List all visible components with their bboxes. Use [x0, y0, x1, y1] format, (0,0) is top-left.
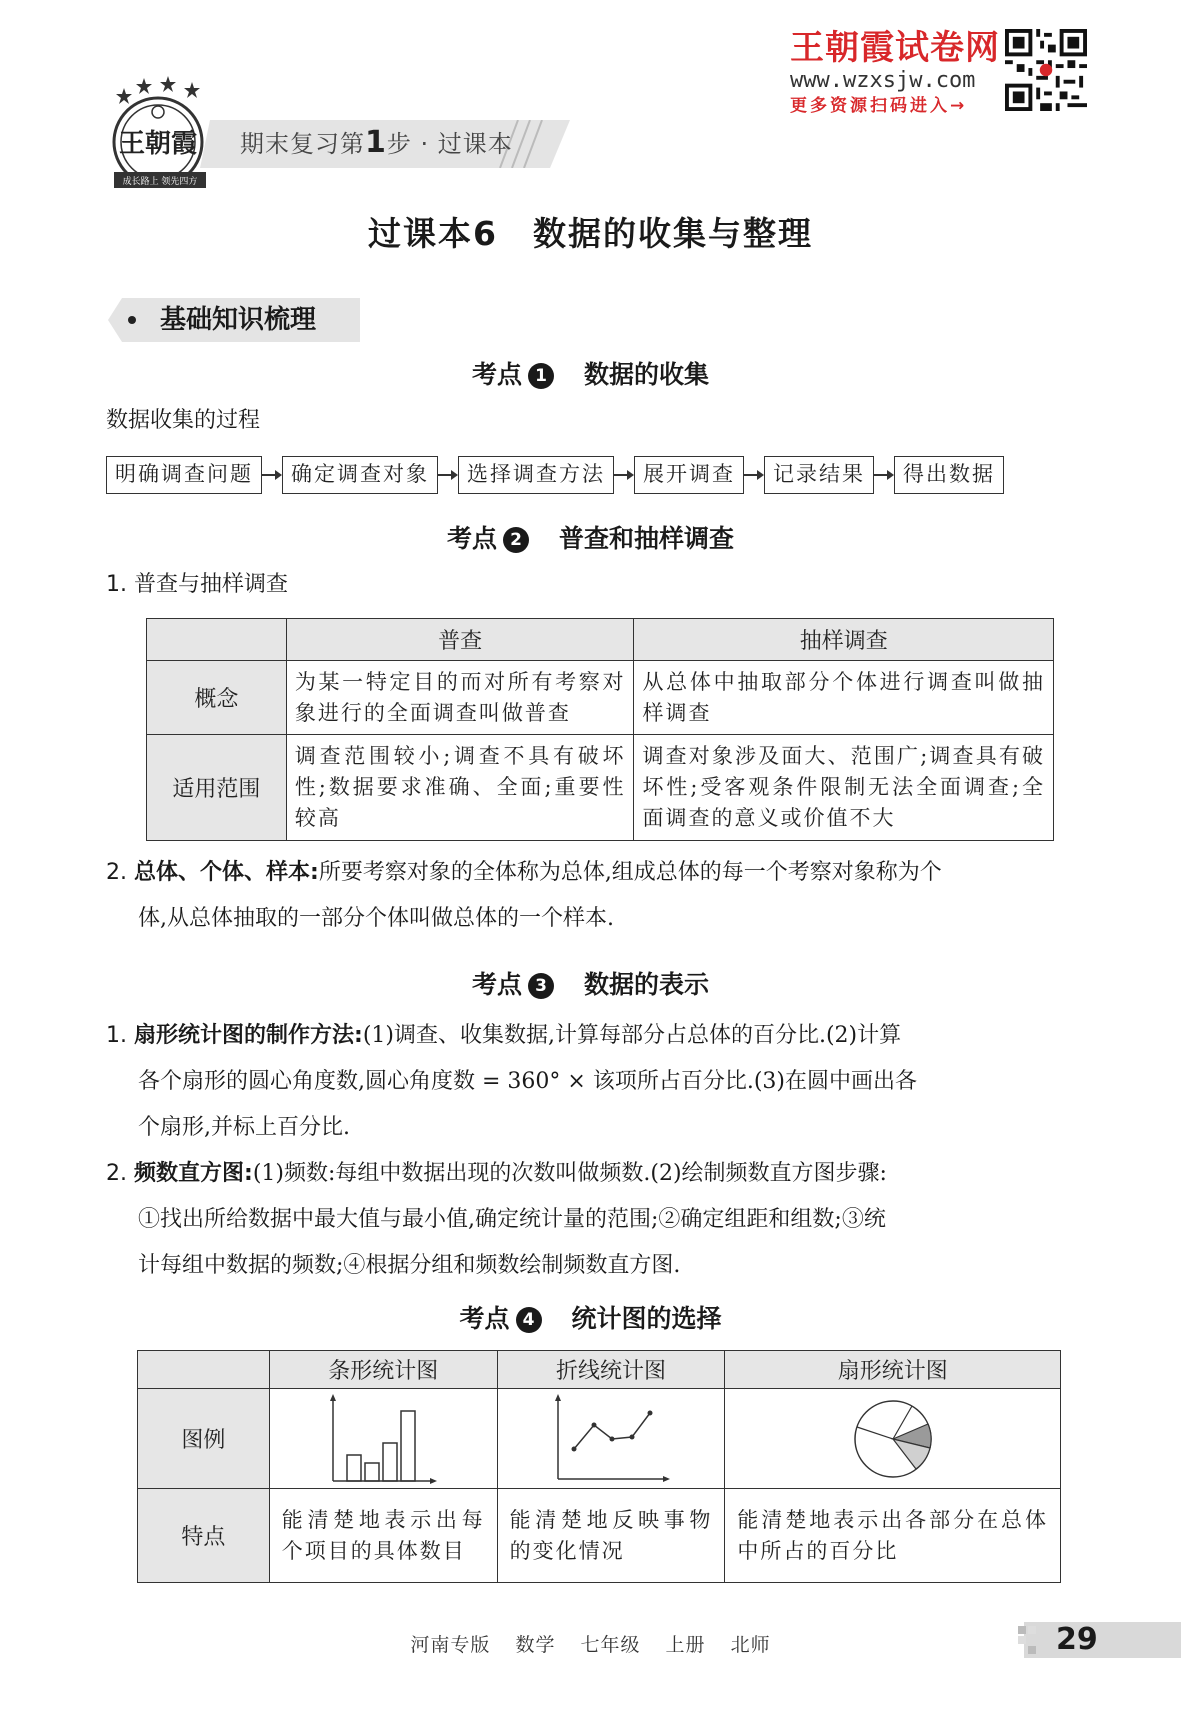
kp4-title: 统计图的选择: [571, 1304, 722, 1333]
header-bar-chart: 条形统计图: [269, 1351, 497, 1389]
table-row: [147, 661, 1054, 735]
brand-url[interactable]: www.wzxsjw.com: [790, 68, 976, 93]
flow-step-4: 展开调查: [634, 456, 744, 494]
page-corner-deco-icon: [1018, 1626, 1048, 1656]
pie-chart-icon: [848, 1394, 938, 1484]
feature-line: 能清楚地反映事物的变化情况: [497, 1489, 725, 1583]
bar-chart-example: [269, 1389, 497, 1489]
chart-selection-table: [137, 1350, 1061, 1583]
item-number: 1.: [106, 1023, 127, 1048]
kp4-label: 考点: [459, 1304, 510, 1333]
flow-arrow-icon: [744, 456, 764, 494]
flow-step-6: 得出数据: [894, 456, 1004, 494]
page-number: 29: [1056, 1622, 1098, 1657]
header-sampling: 抽样调查: [634, 619, 1054, 661]
concept-sampling: 从总体中抽取部分个体进行调查叫做抽样调查: [634, 661, 1054, 735]
kp3-number: 3: [528, 973, 554, 999]
flow-step-2: 确定调查对象: [282, 456, 438, 494]
item-text: 所要考察对象的全体称为总体,组成总体的每一个考察对象称为个: [318, 860, 942, 885]
census-vs-sampling-table: [146, 618, 1054, 841]
flow-step-5: 记录结果: [764, 456, 874, 494]
flow-arrow-icon: [874, 456, 894, 494]
item-text: (1)频数:每组中数据出现的次数叫做频数.(2)绘制频数直方图步骤:: [252, 1161, 887, 1186]
kp1-label: 考点: [471, 360, 522, 389]
feature-bar: 能清楚地表示出每个项目的具体数目: [269, 1489, 497, 1583]
step-banner-label: [240, 125, 513, 162]
table-header-row: [138, 1351, 1061, 1389]
footer-edition: 河南专版 数学 七年级 上册 北师: [410, 1634, 771, 1656]
line-chart-icon: [546, 1391, 676, 1487]
table-corner: [147, 619, 287, 661]
step-number: 1: [365, 125, 387, 160]
row-head-concept: 概念: [147, 661, 287, 735]
row-head-example: 图例: [138, 1389, 270, 1489]
kp4-heading: [0, 1302, 1181, 1336]
kp3-item1: [106, 1013, 1076, 1151]
table-row: [138, 1389, 1061, 1489]
collection-flow: [106, 455, 1004, 495]
kp2-label: 考点: [446, 524, 497, 553]
kp3-heading: [0, 968, 1181, 1002]
kp3-item2: [106, 1151, 1076, 1289]
kp4-number: 4: [516, 1307, 542, 1333]
item-number: 2.: [106, 1161, 127, 1186]
item-text: 计每组中数据的频数;④根据分组和频数绘制频数直方图.: [138, 1253, 681, 1278]
kp2-item1-title: 1. 普查与抽样调查: [106, 572, 288, 597]
step-prefix: 期末复习第: [240, 130, 365, 158]
item-text: 各个扇形的圆心角度数,圆心角度数 = 360° × 该项所占百分比.(3)在圆中画出各: [138, 1069, 917, 1094]
kp3-label: 考点: [471, 970, 522, 999]
scope-census: 调查范围较小;调查不具有破坏性;数据要求准确、全面;重要性较高: [286, 735, 634, 841]
concept-census: 为某一特定目的而对所有考察对象进行的全面调查叫做普查: [286, 661, 634, 735]
kp2-item2: [106, 850, 1076, 942]
header-census: 普查: [286, 619, 634, 661]
table-row: [147, 735, 1054, 841]
row-head-scope: 适用范围: [147, 735, 287, 841]
brand-tip: 更多资源扫码进入→: [790, 96, 968, 116]
table-corner: [138, 1351, 270, 1389]
table-header-row: [147, 619, 1054, 661]
page-title: 过课本6 数据的收集与整理: [368, 214, 813, 253]
kp2-number: 2: [503, 527, 529, 553]
row-head-features: 特点: [138, 1489, 270, 1583]
flow-step-1: 明确调查问题: [106, 456, 262, 494]
section-tag-label: 基础知识梳理: [160, 305, 317, 335]
flow-arrow-icon: [614, 456, 634, 494]
header-pie-chart: 扇形统计图: [725, 1351, 1061, 1389]
kp1-title: 数据的收集: [584, 360, 710, 389]
kp1-subheading: 数据收集的过程: [106, 408, 261, 433]
kp1-number: 1: [528, 363, 554, 389]
kp2-heading: [0, 522, 1181, 556]
flow-arrow-icon: [438, 456, 458, 494]
logo-text: 王朝霞: [118, 129, 198, 159]
item-text: 个扇形,并标上百分比.: [138, 1115, 350, 1140]
kp1-heading: [0, 358, 1181, 392]
bar-chart-icon: [323, 1391, 443, 1487]
qr-code-icon[interactable]: [1005, 28, 1087, 112]
item-text: ①找出所给数据中最大值与最小值,确定统计量的范围;②确定组距和组数;③统: [138, 1207, 886, 1232]
flow-arrow-icon: [262, 456, 282, 494]
item-bold-term: 频数直方图:: [134, 1161, 253, 1186]
brand-block: [790, 28, 1000, 118]
flow-step-3: 选择调查方法: [458, 456, 614, 494]
pie-chart-example: [725, 1389, 1061, 1489]
table-row: [138, 1489, 1061, 1583]
item-text: (1)调查、收集数据,计算每部分占总体的百分比.(2)计算: [362, 1023, 902, 1048]
item-bold-term: 扇形统计图的制作方法:: [134, 1023, 363, 1048]
brand-name: 王朝霞试卷网: [790, 28, 1000, 68]
item-text: 体,从总体抽取的一部分个体叫做总体的一个样本.: [138, 906, 614, 931]
item-number: 2.: [106, 860, 127, 885]
scope-sampling: 调查对象涉及面大、范围广;调查具有破坏性;受客观条件限制无法全面调查;全面调查的意义或价值不大: [634, 735, 1054, 841]
kp3-title: 数据的表示: [584, 970, 710, 999]
logo-slogan: 成长路上 领先四方: [122, 177, 198, 187]
line-chart-example: [497, 1389, 725, 1489]
kp2-title: 普查和抽样调查: [559, 524, 735, 553]
header-line-chart: 折线统计图: [497, 1351, 725, 1389]
feature-pie: 能清楚地表示出各部分在总体中所占的百分比: [725, 1489, 1061, 1583]
item-bold-term: 总体、个体、样本:: [134, 860, 319, 885]
step-suffix: 步 · 过课本: [386, 130, 513, 158]
